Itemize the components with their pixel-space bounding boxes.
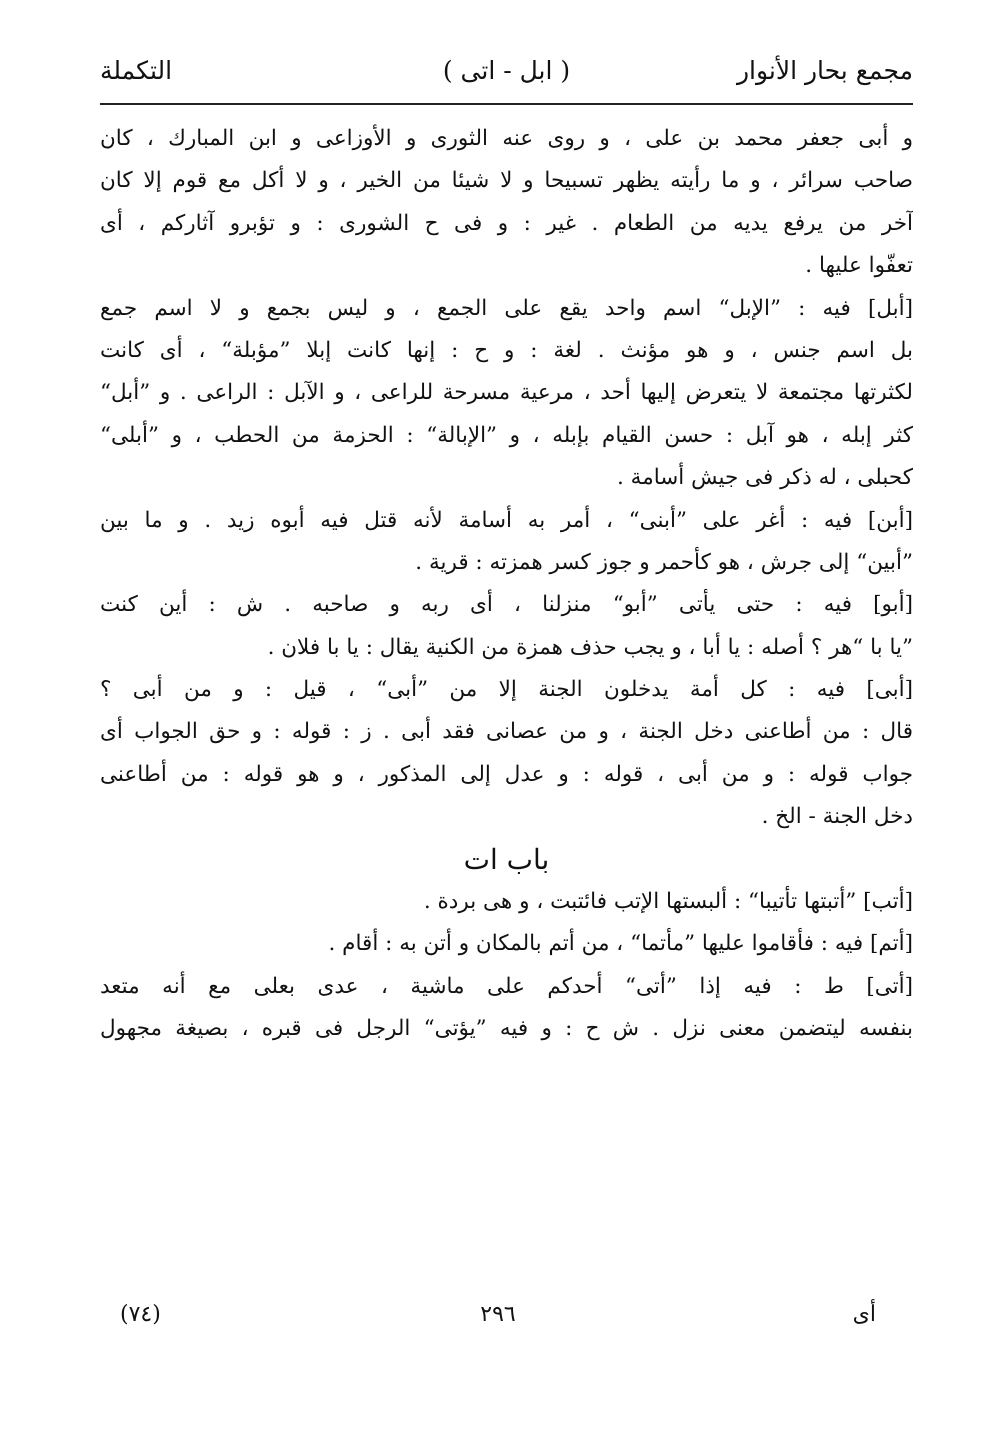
- text-line: كثر إبله ، هو آبل : حسن القيام بإبله ، و ”الإبالة“ : الحزمة من الحطب ، و ”أبلى“: [100, 422, 913, 448]
- text-line: ”يا با “هر ؟ أصله : يا أبا ، و يجب حذف همزة من الكنية يقال : يا با فلان .: [267, 634, 913, 660]
- text-line: [أتم] فيه : فأقاموا عليها ”مأتما“ ، من أتم بالمكان و أتن به : أقام .: [328, 931, 913, 957]
- page-number: ٢٩٦: [480, 1302, 516, 1327]
- section-name: التكملة: [100, 56, 173, 85]
- text-line: [أتب] ”أتبتها تأتيبا“ : ألبستها الإتب فائتبت ، و هى بردة .: [423, 889, 913, 915]
- text-line: [أبى] فيه : كل أمة يدخلون الجنة إلا من ”أبى“ ، قيل : و من أبى ؟: [100, 677, 913, 703]
- text-line: قال : من أطاعنى دخل الجنة ، و من عصانى فقد أبى . ز : قوله : و حق الجواب أى: [100, 719, 913, 745]
- text-line: دخل الجنة - الخ .: [761, 804, 913, 830]
- text-line: كحبلى ، له ذكر فى جيش أسامة .: [617, 465, 913, 491]
- catchword: أى: [852, 1302, 876, 1327]
- text-line: ”أبين“ إلى جرش ، هو كأحمر و جوز كسر همزته : قرية .: [415, 549, 913, 575]
- text-line: تعفّوا عليها .: [805, 253, 913, 279]
- text-line: بنفسه ليتضمن معنى نزل . ش ح : و فيه ”يؤتى“ الرجل فى قبره ، بصيغة مجهول: [100, 1016, 913, 1042]
- text-line: جواب قوله : و من أبى ، قوله : و عدل إلى المذكور ، و هو قوله : من أطاعنى: [100, 761, 913, 787]
- text-line: لكثرتها مجتمعة لا يتعرض إليها أحد ، مرعية مسرحة للراعى ، و الآبل : الراعى . و ”أبل“: [100, 380, 913, 406]
- chapter-heading: باب ات: [463, 842, 550, 876]
- entry-range: ( ابل - اتى ): [442, 56, 571, 85]
- text-line: [أتى] ط : فيه إذا ”أتى“ أحدكم على ماشية ، عدى بعلى مع أنه متعد: [100, 973, 913, 999]
- text-line: بل اسم جنس ، و هو مؤنث . لغة : و ح : إنها كانت إبلا ”مؤبلة“ ، أى كانت: [100, 337, 913, 363]
- text-line: آخر من يرفع يديه من الطعام . غير : و فى ح الشورى : و تؤبرو آثاركم ، أى: [100, 210, 913, 236]
- signature-mark: (٧٤): [120, 1302, 161, 1327]
- text-line: و أبى جعفر محمد بن على ، و روى عنه الثورى و الأوزاعى و ابن المبارك ، كان: [100, 126, 913, 151]
- running-header: [100, 56, 913, 96]
- text-line: [أبل] فيه : ”الإبل“ اسم واحد يقع على الجمع ، و ليس بجمع و لا اسم جمع: [100, 295, 913, 321]
- text-line: [أبن] فيه : أغر على ”أبنى“ ، أمر به أسامة لأنه قتل فيه أبوه زيد . و ما بين: [100, 507, 913, 533]
- book-title: مجمع بحار الأنوار: [736, 56, 913, 85]
- page-footer: [120, 1302, 876, 1332]
- text-line: [أبو] فيه : حتى يأتى ”أبو“ منزلنا ، أى ربه و صاحبه . ش : أين كنت: [100, 592, 913, 618]
- body-text: [100, 118, 913, 1051]
- text-line: صاحب سرائر ، و ما رأيته يظهر تسبيحا و لا شيئا من الخير ، و لا أكل مع قوم إلا كان: [100, 168, 913, 194]
- header-rule: [100, 103, 913, 105]
